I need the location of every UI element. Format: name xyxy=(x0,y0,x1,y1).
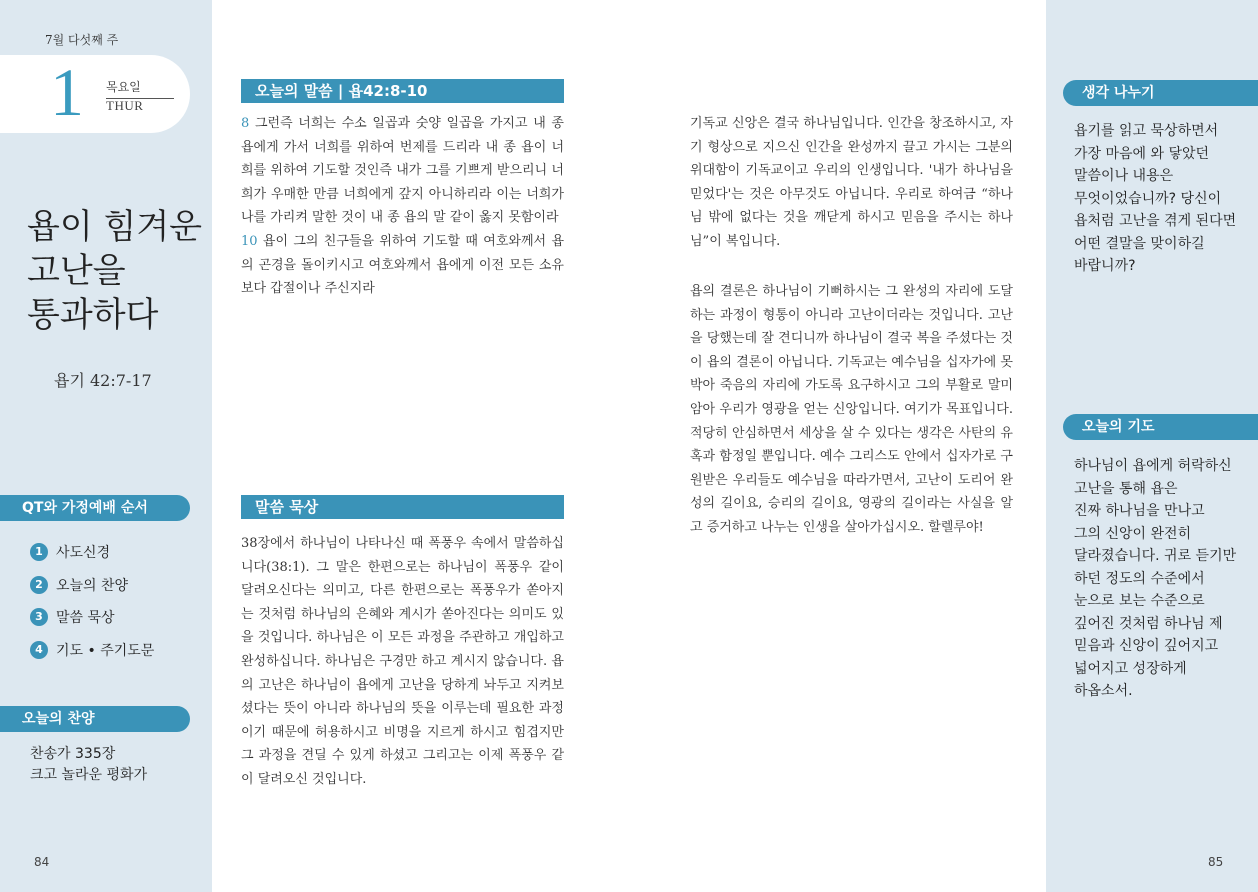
verse-number: 8 xyxy=(241,116,250,131)
number-badge: 1 xyxy=(30,543,48,561)
list-item-label: 말씀 묵상 xyxy=(56,610,115,626)
page-number-left: 84 xyxy=(34,855,50,869)
hymn-info xyxy=(30,744,147,786)
weekday-korean: 목요일 xyxy=(106,78,174,99)
center-paragraph-1: 기독교 신앙은 결국 하나님입니다. 인간을 창조하시고, 자기 형상으로 지으신 인간을 완성까지 끌고 가시는 그분의 위대함이 기독교이고 우리의 인생입니다. '내가 하나님을 믿었다'는 것은 아무것도 아닙니다. 우리로 하여금 “하나님 밖에 없다는 것을 깨닫게 하시고 믿음을 주시는 하나님”이 복입니다. xyxy=(690,116,1013,249)
prayer-text: 하나님이 욥에게 허락하신 고난을 통해 욥은 진짜 하나님을 만나고 그의 신앙이 완전히 달라졌습니다. 귀로 듣기만 하던 정도의 수준에서 눈으로 보는 수준으로 깊어진 것처럼 하나님 제 믿음과 신앙이 깊어지고 넓어지고 성장하게 하옵소서. xyxy=(1074,458,1237,699)
list-item xyxy=(30,574,154,596)
list-item xyxy=(30,639,154,661)
verse-number: 10 xyxy=(241,233,258,249)
list-item-label: 기도 • 주기도문 xyxy=(56,642,155,659)
page-title xyxy=(27,205,202,337)
meditation-text: 38장에서 하나님이 나타나신 때 폭풍우 속에서 말씀하십니다(38:1). 그 말은 한편으로는 하나님이 폭풍우 같이 달려오신다는 의미고, 다른 한편으로는 폭풍우가 쏟아지는 것처럼 하나님의 은혜와 계시가 쏟아진다는 의미도 있을 것입니다. 하나님은 이 모든 과정을 주관하고 개입하고 완성하십니다. 하나님은 구경만 하고 계시지 않습니다. 욥의 고난은 하나님이 욥에게 고난을 당하게 놔두고 지켜보셨다는 뜻이 아니라 하나님의 뜻을 이루는데 필요한 과정이기 때문에 허용하시고 비명을 지르게 하시고 힘겹지만 그 과정을 견딜 수 있게 하셨고 그리고는 이제 폭풍우 같이 달려오신 것입니다. xyxy=(241,536,564,787)
order-heading: QT와 가정예배 순서 xyxy=(0,495,190,521)
weekday-english: THUR xyxy=(106,98,144,113)
day-number: 1 xyxy=(50,54,84,130)
list-item-label: 사도신경 xyxy=(56,545,111,561)
todays-word-heading: 오늘의 말씀 | 욥42:8-10 xyxy=(241,79,564,103)
title-line: 욥이 힘겨운 xyxy=(27,207,203,247)
title-line: 통과하다 xyxy=(27,295,159,335)
todays-word-text xyxy=(241,112,564,301)
order-list xyxy=(30,541,154,671)
sharing-text: 욥기를 읽고 묵상하면서 가장 마음에 와 닿았던 말씀이나 내용은 무엇이었습니까? 당신이 욥처럼 고난을 겪게 된다면 어떤 결말을 맞이하길 바랍니까? xyxy=(1074,123,1237,274)
prayer-heading: 오늘의 기도 xyxy=(1063,414,1258,440)
scripture-reference: 욥기 42:7-17 xyxy=(54,371,152,390)
center-paragraph-2: 욥의 결론은 하나님이 기뻐하시는 그 완성의 자리에 도달하는 과정이 형통이 아니라 고난이더라는 것입니다. 고난을 당했는데 잘 견디니까 하나님이 결국 복을 주셨다는 것이 욥의 결론이 아닙니다. 기독교는 예수님을 십자가에 못 박아 죽음의 자리에 가도록 요구하시고 그의 부활로 말미암아 우리가 영광을 얻는 신앙입니다. 여기가 목표입니다. 적당히 안심하면서 세상을 살 수 있다는 생각은 사탄의 유혹과 함정일 뿐입니다. 예수 그리스도 안에서 십자가로 구원받은 우리들도 예수님을 따라가면서, 고난이 도리어 완성의 길이요, 승리의 길이요, 영광의 길이라는 사실을 알고 증거하고 나누는 인생을 살아가십시오. 할렐루야! xyxy=(690,284,1013,535)
list-item xyxy=(30,606,154,628)
verse-text: 욥이 그의 친구들을 위하여 기도할 때 여호와께서 욥의 곤경을 돌이키시고 여호와께서 욥에게 이전 모든 소유보다 갑절이나 주신지라 xyxy=(241,233,564,297)
number-badge: 4 xyxy=(30,641,48,659)
meditation-heading: 말씀 묵상 xyxy=(241,495,564,519)
hymn-number: 찬송가 335장 xyxy=(30,746,116,762)
hymn-title: 크고 놀라운 평화가 xyxy=(30,767,148,783)
week-label: 7월 다섯째 주 xyxy=(45,33,119,47)
number-badge: 2 xyxy=(30,576,48,594)
page-number-right: 85 xyxy=(1208,855,1224,869)
list-item-label: 오늘의 찬양 xyxy=(56,577,129,594)
sharing-heading: 생각 나누기 xyxy=(1063,80,1258,106)
verse-text: 그런즉 너희는 수소 일곱과 숫양 일곱을 가지고 내 종 욥에게 가서 너희를 위하여 번제를 드리라 내 종 욥이 너희를 위하여 기도할 것인즉 내가 그를 기쁘게 받으리니 너희가 우매한 만큼 너희에게 갚지 아니하리라 이는 너희가 나를 가리켜 말한 것이 내 종 욥의 말 같이 옳지 못함이라 xyxy=(241,116,564,226)
number-badge: 3 xyxy=(30,608,48,626)
hymn-heading: 오늘의 찬양 xyxy=(0,706,190,732)
title-line: 고난을 xyxy=(27,251,126,291)
list-item xyxy=(30,541,154,563)
